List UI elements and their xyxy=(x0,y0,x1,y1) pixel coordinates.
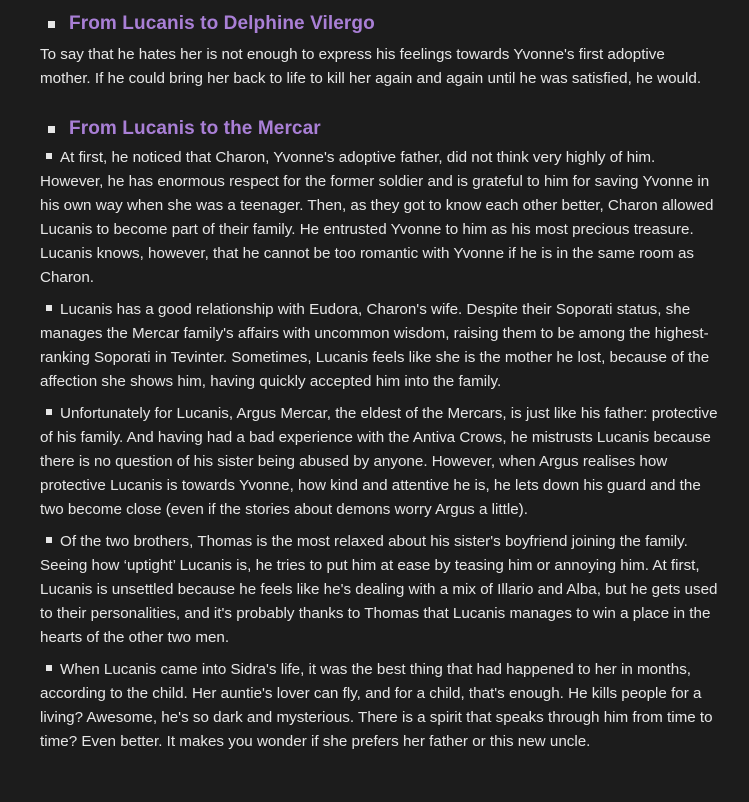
square-bullet-icon xyxy=(46,537,52,543)
list-item xyxy=(40,298,719,394)
list-item xyxy=(40,530,719,650)
square-bullet-icon xyxy=(46,409,52,415)
section-heading xyxy=(48,113,719,145)
square-bullet-icon xyxy=(46,305,52,311)
paragraph-list xyxy=(40,146,719,754)
section-heading-text: From Lucanis to Delphine Vilergo xyxy=(69,13,375,34)
square-bullet-icon xyxy=(48,126,55,133)
section-delphine xyxy=(40,8,719,91)
paragraph-text: When Lucanis came into Sidra's life, it was the best thing that had happened to her in months, according to the child. Her auntie's lover can fly, and for a child, that's enough. He kills people for a living? Awesome, he's so dark and mysterious. There is a spirit that speaks through him from time to time? Even better. It makes you wonder if she prefers her father or this new uncle. xyxy=(40,661,713,750)
section-heading xyxy=(48,8,719,40)
section-heading-text: From Lucanis to the Mercar xyxy=(69,118,321,139)
square-bullet-icon xyxy=(46,153,52,159)
paragraph-text: Of the two brothers, Thomas is the most relaxed about his sister's boyfriend joining the family. Seeing how ‘uptight’ Lucanis is, he tries to put him at ease by teasing him or annoying him. At first, Lucanis is unsettled because he feels like he's dealing with a mix of Illario and Alba, but he gets used to their personalities, and it's probably thanks to Thomas that Lucanis manages to win a place in the hearts of the other two men. xyxy=(40,533,718,646)
paragraph-text: Unfortunately for Lucanis, Argus Mercar, the eldest of the Mercars, is just like his father: protective of his family. And having had a bad experience with the Antiva Crows, he mistrusts Lucanis because there is no question of his sister being abused by anyone. However, when Argus realises how protective Lucanis is towards Yvonne, how kind and attentive he is, he lets down his guard and the two become close (even if the stories about demons worry Argus a little). xyxy=(40,405,718,518)
paragraph: To say that he hates her is not enough to express his feelings towards Yvonne's first adoptive mother. If he could bring her back to life to kill her again and again until he was satisfied, he would. xyxy=(40,46,702,87)
list-item xyxy=(40,146,719,290)
paragraph-text: Lucanis has a good relationship with Eudora, Charon's wife. Despite their Soporati status, she manages the Mercar family's affairs with uncommon wisdom, raising them to be among the highest-ranking Soporati in Tevinter. Sometimes, Lucanis feels like she is the mother he lost, because of the affection she shows him, having quickly accepted him into the family. xyxy=(40,301,710,390)
square-bullet-icon xyxy=(46,665,52,671)
section-mercar xyxy=(40,113,719,754)
list-item xyxy=(40,402,719,522)
list-item xyxy=(40,658,719,754)
paragraph-text: At first, he noticed that Charon, Yvonne's adoptive father, did not think very highly of him. However, he has enormous respect for the former soldier and is grateful to him for saving Yvonne in his own way when she was a teenager. Then, as they got to know each other better, Charon allowed Lucanis to become part of their family. He entrusted Yvonne to him as his most precious treasure. Lucanis knows, however, that he cannot be too romantic with Yvonne if he is in the same room as Charon. xyxy=(40,149,714,286)
square-bullet-icon xyxy=(48,21,55,28)
